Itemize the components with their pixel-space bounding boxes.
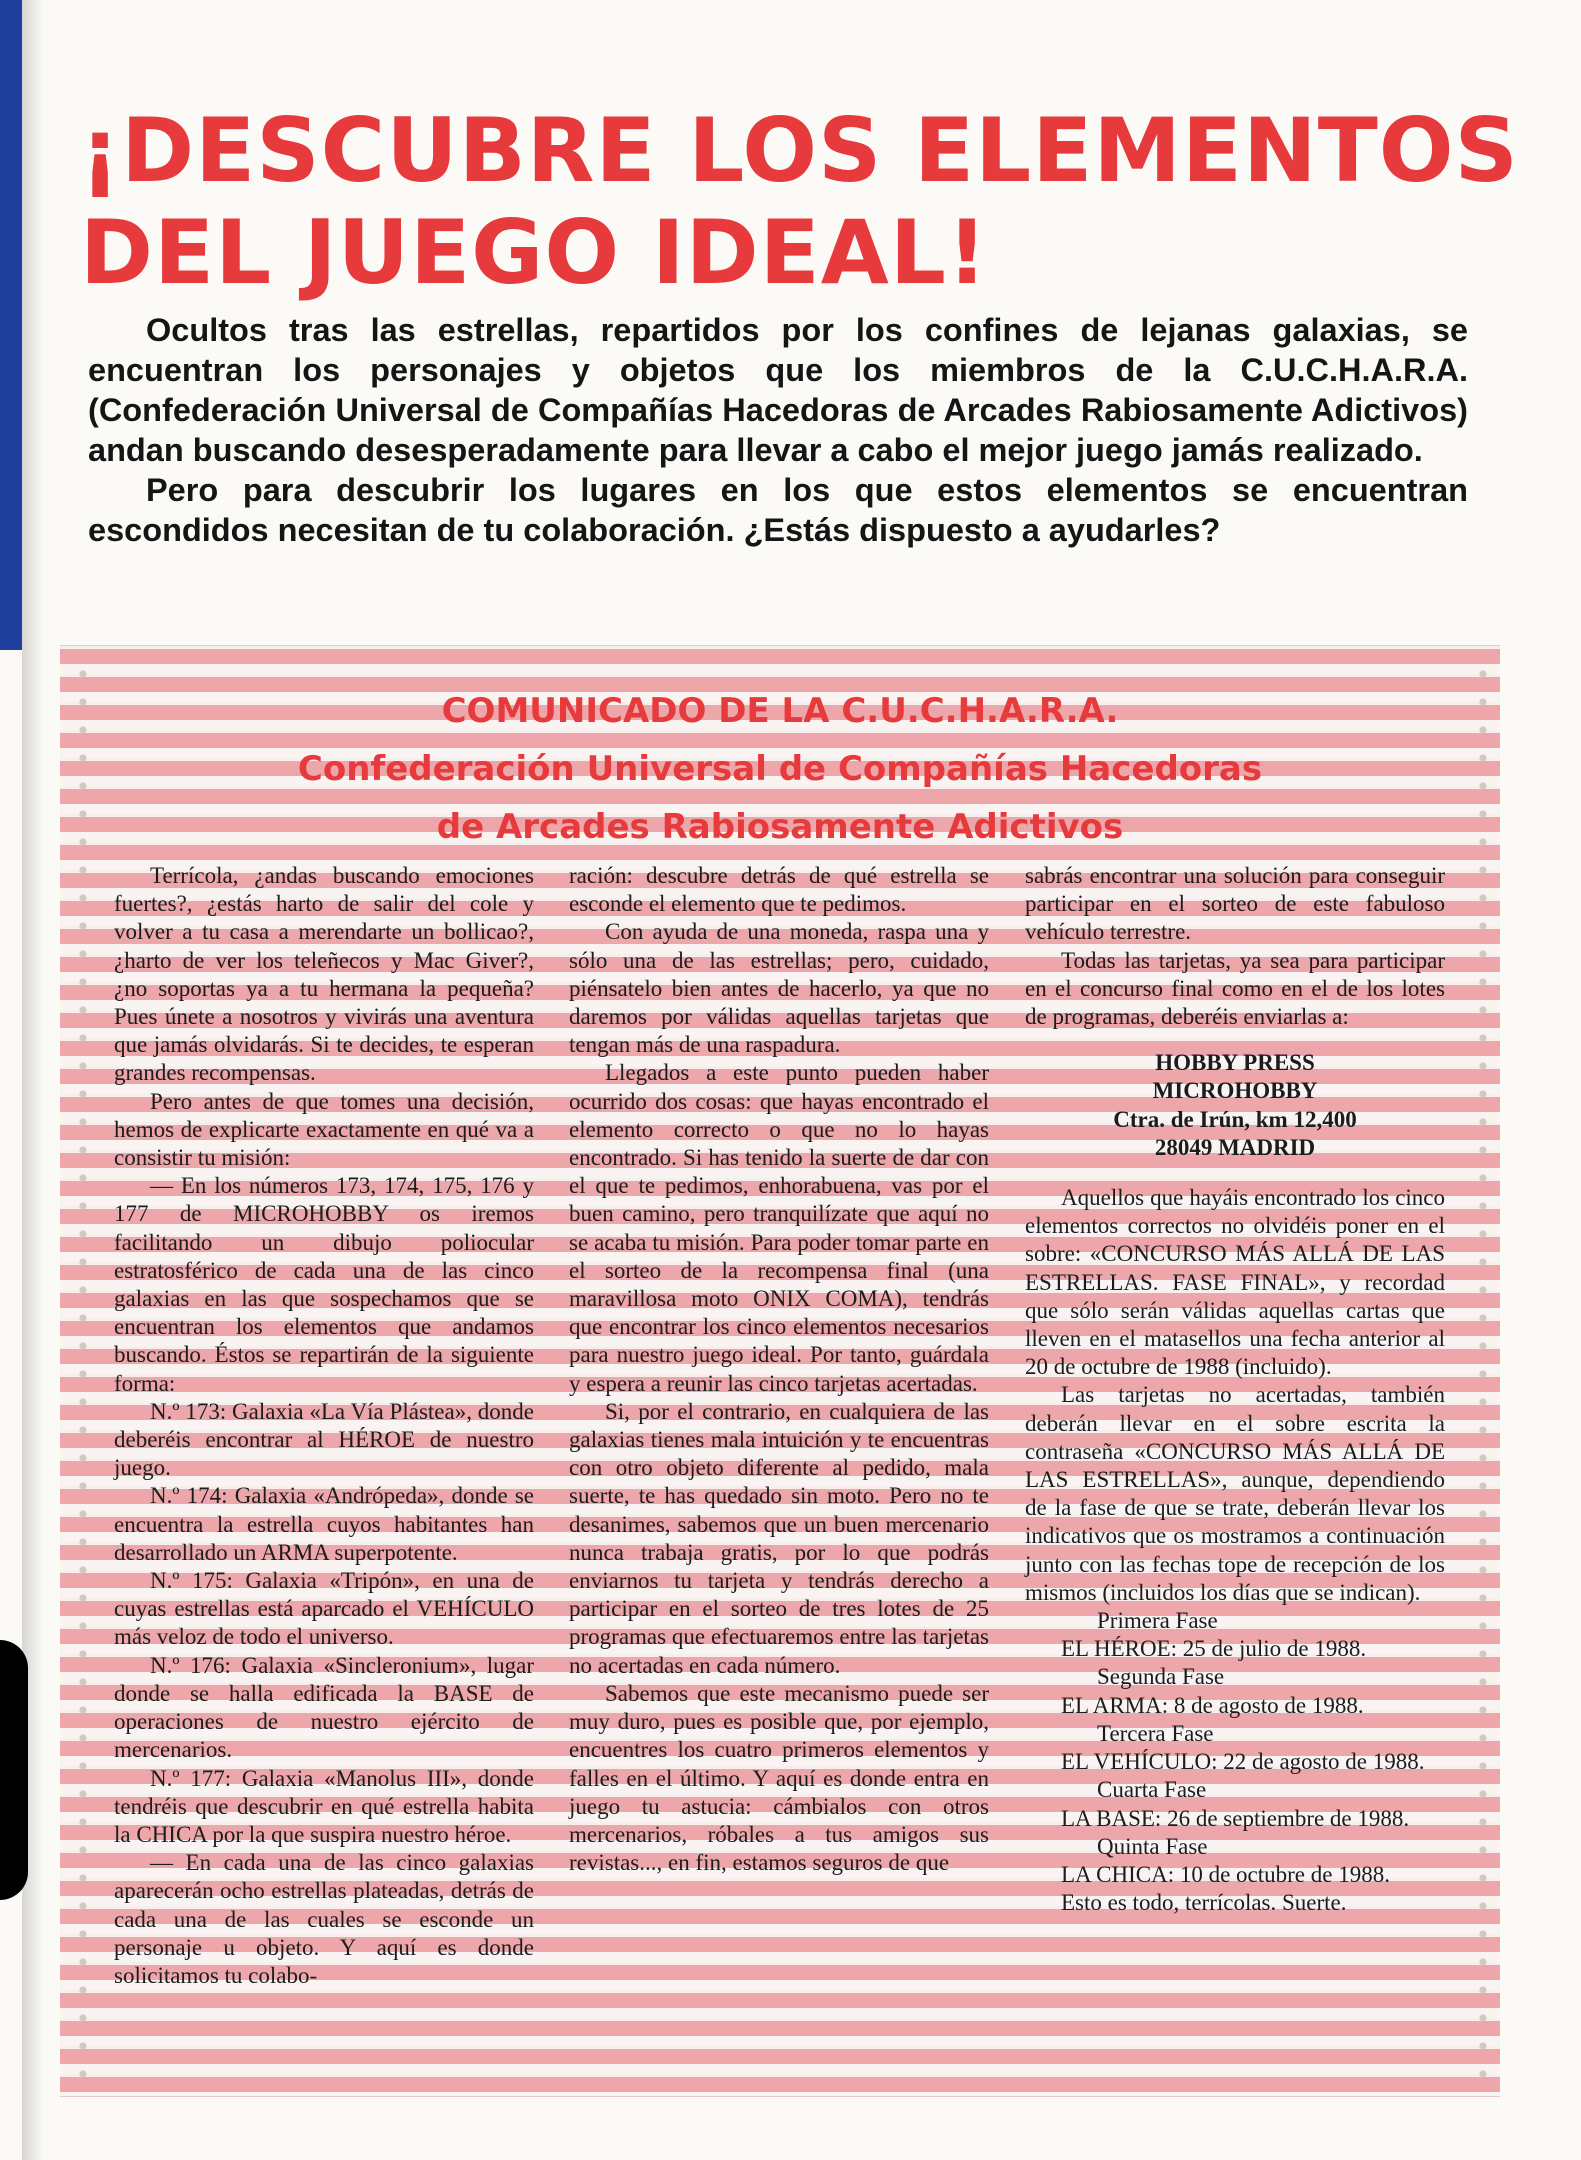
headline-line-1: ¡DESCUBRE LOS ELEMENTOS [80,99,1519,202]
address-line: Ctra. de Irún, km 12,400 [1113,1106,1357,1132]
phase-name: Segunda Fase [1097,1664,1225,1690]
article-column-3 [1025,862,1445,1917]
col2-paragraph: Si, por el contrario, en cualquiera de las galaxias tienes mala intuición y te encuentras con otro objeto diferente al pedido, mala suerte, te has quedado sin moto. Pero no te desanimes, sabemos que un buen mercenario nunca trabaja gratis, por lo que podrás enviarnos tu tarjeta y tendrás derecho a participar en el sorteo de tres lotes de 25 programas que efectuaremos entre las tarjetas no acertadas en cada número. [569,1398,989,1678]
phase-name: Quinta Fase [1097,1833,1208,1859]
article-column-1 [114,862,534,1990]
col3-paragraph: Aquellos que hayáis encontrado los cinco elementos correctos no olvidéis poner en el sobre: «CONCURSO MÁS ALLÁ DE LAS ESTRELLAS. FASE FINAL», y recordad que sólo serán válidas aquellas cartas que lleven en el matasellos una fecha anterior al 20 de octubre de 1988 (incluido). [1025,1185,1445,1380]
col1-paragraph: N.º 177: Galaxia «Manolus III», donde tendréis que descubrir en qué estrella habita la CHICA por la que suspira nuestro héroe. [114,1765,534,1847]
intro-paragraph-1: Ocultos tras las estrellas, repartidos por los confines de lejanas galaxias, se encuentran los personajes y objetos que los miembros de la C.U.C.H.A.R.A. (Confederación Universal de Compañías Hacedoras de Arcades Rabiosamente Adictivos) andan buscando desesperadamente para llevar a cabo el mejor juego jamás realizado. [88,312,1468,468]
closing-line: Esto es todo, terrícolas. Suerte. [1061,1890,1347,1916]
headline [80,100,1540,304]
col1-paragraph: N.º 176: Galaxia «Sincleronium», lugar donde se halla edificada la BASE de operaciones de nuestro ejército de mercenarios. [114,1652,534,1763]
intro-text [88,310,1468,550]
phase-value: EL ARMA: 8 de agosto de 1988. [1061,1692,1364,1718]
communique-subtitle-1: Confederación Universal de Compañías Hacedoras [297,749,1263,789]
address-line: HOBBY PRESS [1155,1050,1315,1076]
postal-address [1025,1049,1445,1162]
col1-paragraph: — En los números 173, 174, 175, 176 y 177 de MICROHOBBY os iremos facilitando un dibujo poliocular estratosférico de cada una de las cinco galaxias en las que sospechamos que se encuentran los elementos que andamos buscando. Éstos se repartirán de la siguiente forma: [114,1173,534,1396]
address-line: MICROHOBBY [1152,1078,1318,1104]
page-edge-blue [0,0,22,650]
col1-paragraph: Pero antes de que tomes una decisión, hemos de explicarte exactamente en qué va a consistir tu misión: [114,1088,534,1171]
col1-paragraph: N.º 175: Galaxia «Tripón», en una de cuyas estrellas está aparcado el VEHÍCULO más veloz de todo el universo. [114,1568,534,1650]
communique-subtitle-2: de Arcades Rabiosamente Adictivos [436,807,1124,847]
phase-name: Primera Fase [1097,1608,1218,1634]
phase-value: EL VEHÍCULO: 22 de agosto de 1988. [1061,1749,1425,1775]
col1-paragraph: — En cada una de las cinco galaxias aparecerán ocho estrellas plateadas, detrás de cada una de las cuales se esconde un personaje u objeto. Y aquí es donde solicitamos tu colabo- [114,1850,534,1988]
phase-value: LA BASE: 26 de septiembre de 1988. [1061,1805,1410,1831]
col2-paragraph: Sabemos que este mecanismo puede ser muy duro, pues es posible que, por ejemplo, encuentres los cuatro primeros elementos y falles en el último. Y aquí es donde entra en juego tu astucia: cámbialos con otros mercenarios, róbales a tus amigos sus revistas..., en fin, estamos seguros de que [569,1680,989,1876]
col2-paragraph: ración: descubre detrás de qué estrella se esconde el elemento que te pedimos. [569,863,989,917]
col1-paragraph: Terrícola, ¿andas buscando emociones fuertes?, ¿estás harto de salir del cole y volver a tu casa a merendarte un bollicao?, ¿harto de ver los teleñecos y Mac Giver?, ¿no soportas ya a tu hermana la pequeña? Pues únete a nosotros y vivirás una aventura que jamás olvidarás. Si te decides, te esperan grandes recompensas. [114,863,534,1086]
col2-paragraph: Con ayuda de una moneda, raspa una y sólo una de las estrellas; pero, cuidado, piénsatelo bien antes de hacerlo, ya que no daremos por válidas aquellas tarjetas que tengan más de una raspadura. [569,919,989,1058]
address-line: 28049 MADRID [1154,1134,1316,1160]
intro-paragraph-2: Pero para descubrir los lugares en los que estos elementos se encuentran escondidos necesitan de tu colaboración. ¿Estás dispuesto a ayudarles? [88,472,1468,548]
phase-value: EL HÉROE: 25 de julio de 1988. [1061,1636,1367,1662]
col3-paragraph: sabrás encontrar una solución para conseguir participar en el sorteo de este fabuloso vehículo terrestre. [1025,863,1445,945]
col1-paragraph: N.º 173: Galaxia «La Vía Plástea», donde deberéis encontrar al HÉROE de nuestro juego. [114,1398,534,1481]
notebook-holes-left [78,660,88,2080]
col1-paragraph: N.º 174: Galaxia «Andrópeda», donde se encuentra la estrella cuyos habitantes han desarrollado un ARMA superpotente. [114,1483,534,1565]
article-column-2 [569,862,989,1877]
col2-paragraph: Llegados a este punto pueden haber ocurrido dos cosas: que hayas encontrado el elemento correcto o que no lo hayas encontrado. Si has tenido la suerte de dar con el que te pedimos, enhorabuena, vas por el buen camino, pero tranquilízate que aquí no se acaba tu misión. Para poder tomar parte en el sorteo de la recompensa final (una maravillosa moto ONIX COMA), tendrás que encontrar los cinco elementos necesarios para nuestro juego ideal. Por tanto, guárdala y espera a reunir las cinco tarjetas acertadas. [569,1060,989,1396]
notebook-holes-right [1478,660,1488,2080]
phase-name: Cuarta Fase [1097,1777,1207,1803]
headline-line-2: DEL JUEGO IDEAL! [80,201,989,304]
communique-heading: COMUNICADO DE LA C.U.C.H.A.R.A. [441,691,1119,731]
col3-paragraph: Las tarjetas no acertadas, también deberán llevar en el sobre escrita la contraseña «CONCURSO MÁS ALLÁ DE LAS ESTRELLAS», aunque, dependiendo de la fase de que se trate, deberán llevar los indicativos que os mostramos a continuación junto con las fechas tope de recepción de los mismos (incluidos los días que se indican). [1025,1382,1445,1605]
col3-paragraph: Todas las tarjetas, ya sea para participar en el concurso final como en el de los lotes de programas, deberéis enviarlas a: [1025,947,1445,1030]
phase-value: LA CHICA: 10 de octubre de 1988. [1061,1861,1390,1887]
phase-name: Tercera Fase [1097,1720,1214,1746]
page-edge-black-shape [0,1640,28,1900]
communique-header [60,682,1500,856]
